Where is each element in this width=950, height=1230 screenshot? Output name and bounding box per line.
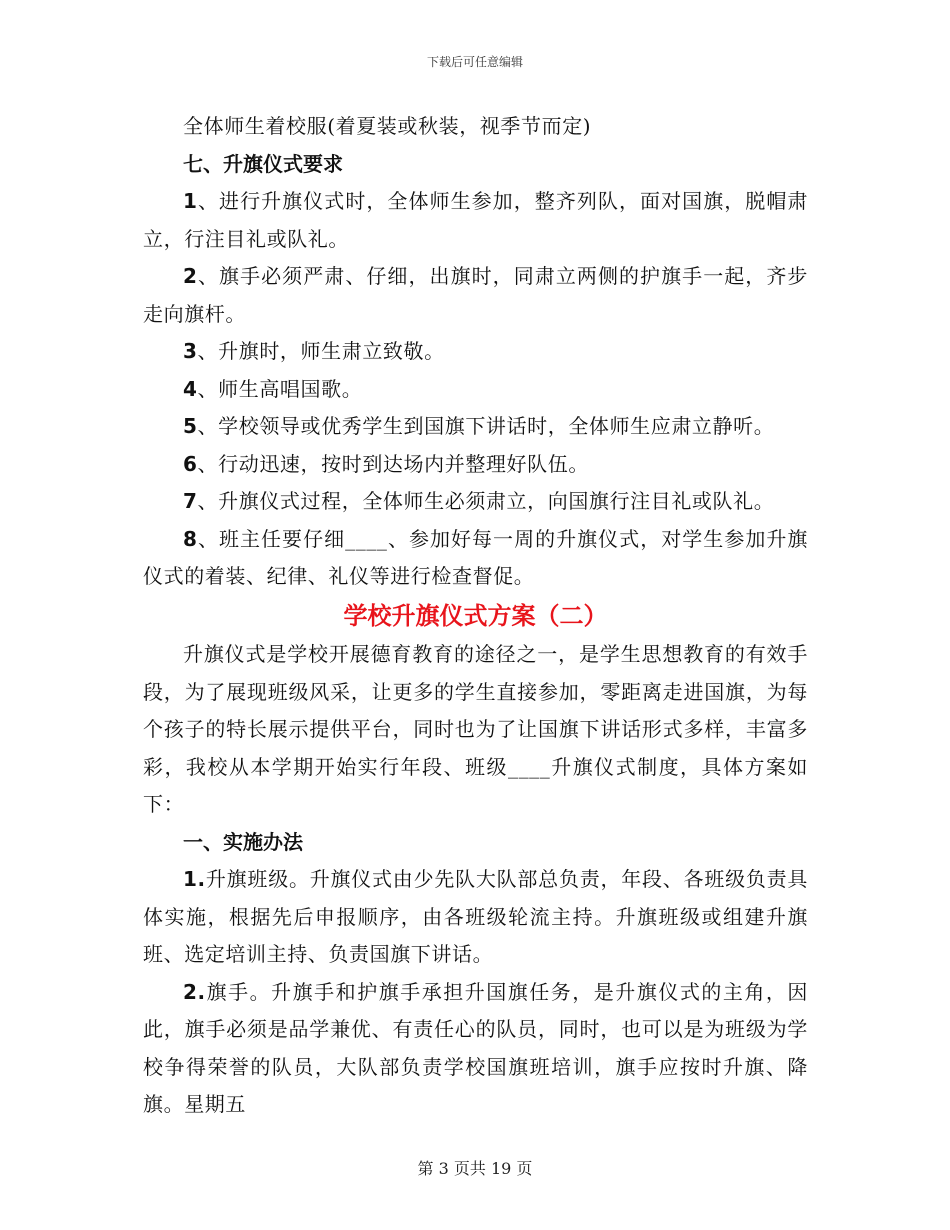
item-number: 5: [183, 414, 198, 438]
document-body: [143, 108, 808, 1124]
list-item: [143, 333, 808, 371]
intro-paragraph: 升旗仪式是学校开展德育教育的途径之一，是学生思想教育的有效手段，为了展现班级风采，让更多的学生直接参加，零距离走进国旗，为每个孩子的特长展示提供平台，同时也为了让国旗下讲话形式多样，丰富多彩，我校从本学期开始实行年段、班级____升旗仪式制度，具体方案如下：: [143, 642, 808, 816]
sub-item-text: 旗手。升旗手和护旗手承担升国旗任务，是升旗仪式的主角，因此，旗手必须是品学兼优、有责任心的队员，同时，也可以是为班级为学校争得荣誉的队员，大队部负责学校国旗班培训，旗手应按时升旗、降旗。星期五: [143, 979, 808, 1116]
sub-item: [143, 974, 808, 1124]
section-heading-1: 一、实施办法: [183, 829, 303, 854]
item-text: 、旗手必须严肃、仔细，出旗时，同肃立两侧的护旗手一起，齐步走向旗杆。: [143, 264, 808, 326]
section-heading-7: 七、升旗仪式要求: [183, 151, 343, 176]
item-number: 1: [183, 189, 198, 213]
document-title: 学校升旗仪式方案（二）: [343, 601, 608, 630]
item-text: 、学校领导或优秀学生到国旗下讲话时，全体师生应肃立静听。: [197, 414, 775, 438]
list-item: [143, 521, 808, 596]
item-text: 、进行升旗仪式时，全体师生参加，整齐列队，面对国旗，脱帽肃立，行注目礼或队礼。: [143, 189, 808, 251]
item-text: 、升旗仪式过程，全体师生必须肃立，向国旗行注目礼或队礼。: [197, 489, 775, 513]
page-footer: 第 3 页共 19 页: [417, 1159, 533, 1178]
item-text: 、行动迅速，按时到达场内并整理好队伍。: [197, 451, 589, 476]
item-number: 3: [183, 339, 198, 363]
item-number: 6: [183, 451, 198, 476]
item-number: 4: [183, 376, 198, 401]
item-number: 2: [183, 264, 198, 288]
page-header: 下载后可任意编辑: [426, 55, 523, 69]
item-text: 、班主任要仔细____、参加好每一周的升旗仪式，对学生参加升旗仪式的着装、纪律、礼仪等进行检查督促。: [143, 526, 808, 588]
list-item: [143, 483, 808, 521]
item-text: 、师生高唱国歌。: [197, 376, 363, 401]
list-item: [143, 183, 808, 258]
item-number: 8: [183, 526, 198, 551]
list-item: [143, 371, 808, 409]
item-text: 、升旗时，师生肃立致敬。: [197, 339, 445, 363]
sub-item: [143, 861, 808, 974]
sub-item-text: 升旗班级。升旗仪式由少先队大队部总负责，年段、各班级负责具体实施，根据先后申报顺序，由各班级轮流主持。升旗班级或组建升旗班、选定培训主持、负责国旗下讲话。: [143, 867, 808, 966]
list-item: [143, 408, 808, 446]
uniform-line: 全体师生着校服(着夏装或秋装，视季节而定): [183, 114, 592, 138]
item-number: 7: [183, 489, 198, 513]
list-item: [143, 258, 808, 333]
sub-item-number: 2.: [183, 979, 206, 1004]
sub-item-number: 1.: [183, 867, 206, 891]
list-item: [143, 446, 808, 484]
